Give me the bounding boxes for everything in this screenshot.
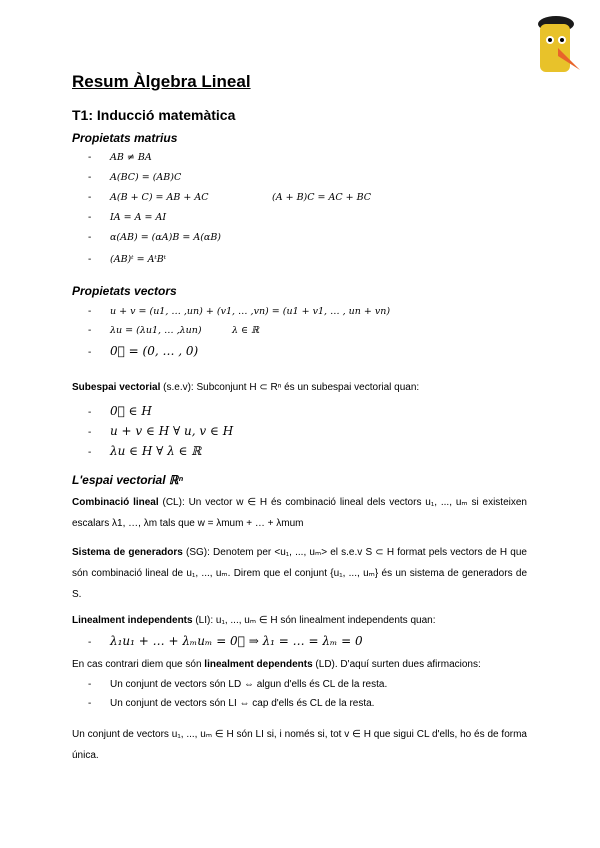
heading-vector-properties: Propietats vectors — [72, 284, 177, 298]
linear-combination-definition: Combinació lineal (CL): Un vector w ∈ H és combinació lineal dels vectors u₁, ..., uₘ si existeixen escalars λ1, …, λm tals que w = λmum + … + λmum — [72, 497, 527, 529]
dependence-claim: - Un conjunt de vectors són LD ⇔ algun d'ells és CL de la resta. — [88, 679, 388, 690]
document-title: Resum Àlgebra Lineal — [72, 72, 251, 91]
heading-matrix-properties: Propietats matrius — [72, 131, 178, 145]
matrix-property: - IA = A = AI — [88, 212, 167, 223]
matrix-property: - AB ≠ BA — [88, 152, 152, 163]
matrix-property-extra: (A + B)C = AC + BC — [272, 192, 372, 203]
matrix-property: - A(BC) = (AB)C — [88, 172, 182, 183]
matrix-property: - α(AB) = (αA)B = A(αB) — [88, 232, 222, 243]
section-heading-t1: T1: Inducció matemàtica — [72, 107, 236, 123]
subspace-condition: - 0⃗ ∈ H — [88, 404, 152, 418]
dependence-claim: - Un conjunt de vectors són LI ⇔ cap d'ells és CL de la resta. — [88, 698, 375, 709]
uniqueness-statement: Un conjunt de vectors u₁, ..., uₘ ∈ H són LI si, i només si, tot v ∈ H que sigui CL d'ells, ho és de forma única. — [72, 729, 527, 761]
vector-property: - λu = (λu1, … ,λun) — [88, 325, 202, 336]
subspace-definition: Subespai vectorial (s.e.v): Subconjunt H ⊂ Rⁿ és un subespai vectorial quan: — [72, 382, 420, 393]
mascot-logo — [528, 14, 584, 80]
matrix-property: - (AB)ᵗ = AᵗBᵗ — [88, 254, 167, 265]
lambda-note: λ ∈ ℝ — [232, 325, 259, 336]
linear-independence-definition: Linealment independents (LI): u₁, ..., uₘ ∈ H són linealment independents quan: — [72, 615, 436, 626]
linear-dependence-definition: En cas contrari diem que són linealment dependents (LD). D'aquí surten dues afirmacions: — [72, 659, 481, 670]
subspace-condition: - u + v ∈ H ∀ u, v ∈ H — [88, 424, 234, 438]
heading-vector-space: L'espai vectorial ℝⁿ — [72, 473, 184, 487]
matrix-property: - A(B + C) = AB + AC — [88, 192, 209, 203]
vector-property: - 0⃗ = (0, … , 0) — [88, 344, 199, 358]
generating-system-definition: Sistema de generadors (SG): Denotem per <u₁, ..., uₘ> el s.e.v S ⊂ H format pels vectors de H que són combinació lineal de u₁, ..., uₘ. Direm que el conjunt {u₁, ..., uₘ} és un sistema de generadors de S. — [72, 547, 527, 600]
li-formula: - λ₁u₁ + … + λₘuₘ = 0⃗ ⇒ λ₁ = … = λₘ = 0 — [88, 634, 363, 648]
vector-property: - u + v = (u1, … ,un) + (v1, … ,vn) = (u1 + v1, … , un + vn) — [88, 306, 391, 317]
subspace-condition: - λu ∈ H ∀ λ ∈ ℝ — [88, 444, 202, 458]
